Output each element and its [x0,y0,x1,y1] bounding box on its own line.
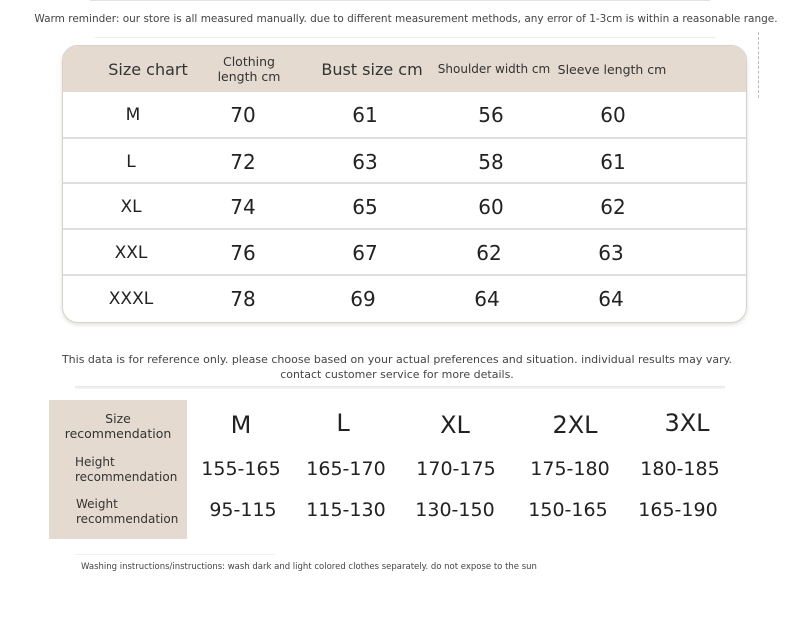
sleeve-cell: 63 [598,240,624,265]
washing-divider [75,554,275,555]
sleeve-cell: 61 [600,149,626,174]
shoulder-cell: 60 [478,194,504,219]
recommendation-size: 3XL [664,409,710,437]
size-recommendation-table [49,400,719,540]
size-row [63,228,746,275]
size-row [63,274,746,321]
length-cell: 74 [230,194,256,219]
measurement-reminder: Warm reminder: our store is all measured manually. due to different measurement methods, any error of 1-3cm is within a reasonable range. [34,13,778,25]
recommendation-weight: 95-115 [209,499,277,521]
sleeve-cell: 64 [598,286,624,311]
size-cell: M [125,104,141,125]
bust-cell: 67 [352,240,378,265]
shoulder-cell: 58 [478,149,504,174]
size-row [63,137,746,184]
length-cell: 76 [230,240,256,265]
recommendation-height: 170-175 [416,458,496,480]
recommendation-size: 2XL [552,411,598,439]
recommendation-size: M [230,411,252,439]
recommendation-height: 175-180 [530,458,610,480]
size-cell: XL [120,196,142,217]
size-cell: XXXL [108,288,154,309]
recommendation-weight: 165-190 [638,499,718,521]
size-cell: L [126,151,136,172]
recommendation-height: 155-165 [201,458,281,480]
size-chart-header [63,46,746,92]
header-bust-size: Bust size cm [321,59,423,79]
shoulder-cell: 56 [478,102,504,127]
recommendation-size: XL [440,411,470,439]
reminder-divider [95,37,715,38]
sleeve-cell: 62 [600,194,626,219]
length-cell: 70 [230,102,256,127]
bust-cell: 69 [350,286,376,311]
recommendation-size: L [336,409,350,437]
shoulder-cell: 62 [476,240,502,265]
recommendation-height: 165-170 [306,458,386,480]
size-row [63,182,746,229]
recommendation-weight: 115-130 [306,499,386,521]
recommendation-height: 180-185 [640,458,720,480]
top-divider [90,0,710,1]
washing-instructions: Washing instructions/instructions: wash dark and light colored clothes separately. do not expose to the sun [81,562,537,572]
bust-cell: 65 [352,194,378,219]
bust-cell: 61 [352,102,378,127]
recommendation-weight: 130-150 [415,499,495,521]
header-sleeve-length: Sleeve length cm [557,61,667,77]
length-cell: 72 [230,149,256,174]
size-row [63,92,746,137]
reference-note: This data is for reference only. please choose based on your actual preferences and situation. individual results may vary. contact customer service for more details. [61,353,733,381]
sleeve-cell: 60 [600,102,626,127]
weight-recommendation-label: Weight recommendation [76,497,179,526]
size-chart-table [62,45,747,323]
size-cell: XXL [114,242,148,263]
header-shoulder-width: Shoulder width cm [437,61,551,76]
size-recommendation-label: Size recommendation [64,411,172,441]
header-size-chart: Size chart [108,59,188,79]
section-divider [75,386,725,389]
side-dashed-line [758,32,759,98]
recommendation-weight: 150-165 [528,499,608,521]
height-recommendation-label: Height recommendation [75,455,178,484]
shoulder-cell: 64 [474,286,500,311]
recommendation-labels [49,400,187,539]
header-clothing-length: Clothing length cm [217,54,281,84]
length-cell: 78 [230,286,256,311]
bust-cell: 63 [352,149,378,174]
